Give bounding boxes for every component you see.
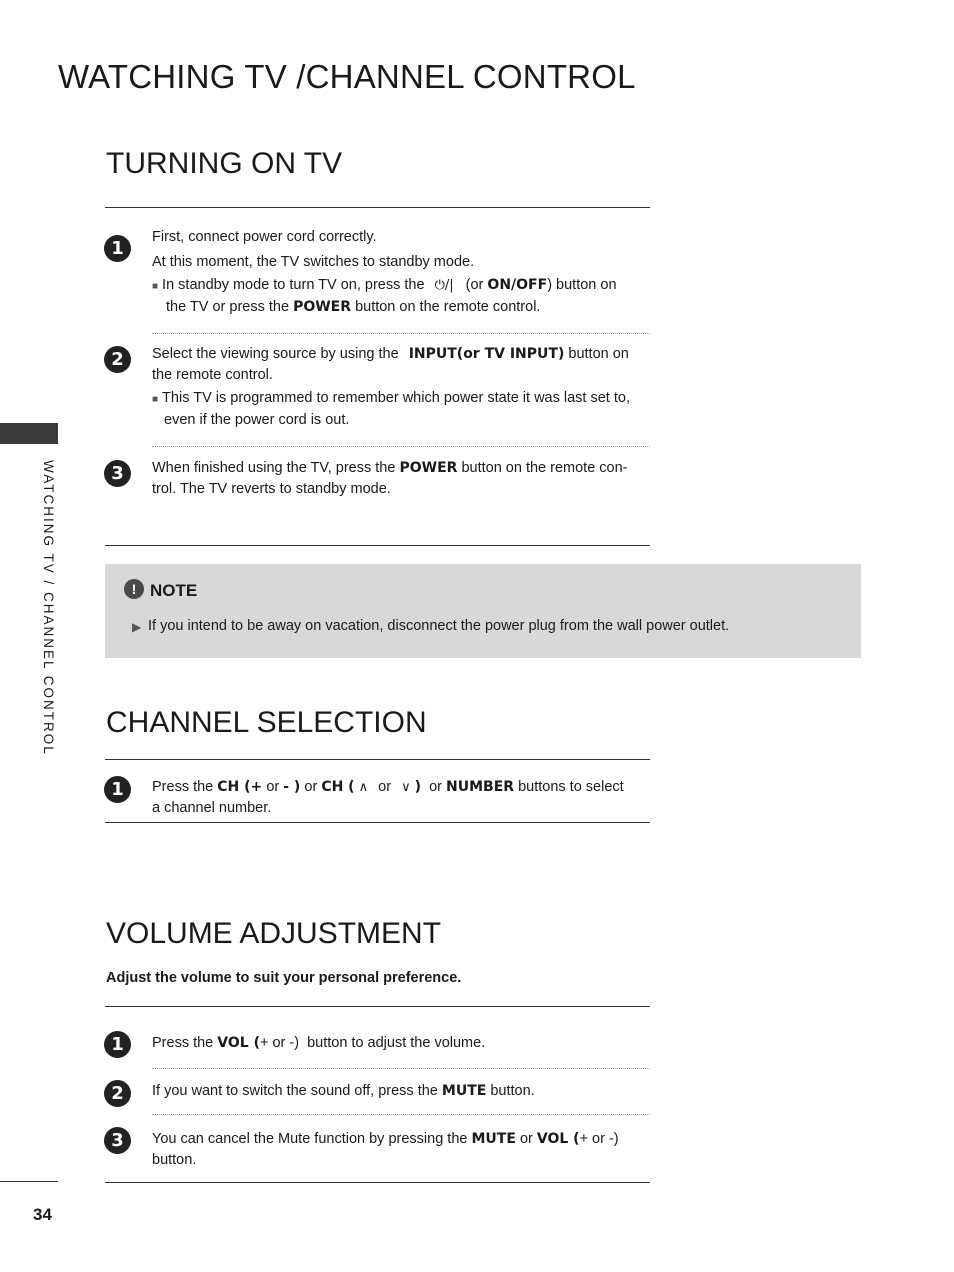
step-text: buttons to select (518, 779, 624, 795)
bullet-line (152, 297, 650, 318)
section-rule (105, 207, 650, 208)
step-text: + or -) (579, 1131, 619, 1147)
sidebar-label: WATCHING TV / CHANNEL CONTROL (41, 460, 56, 756)
step-text: button. (152, 1152, 197, 1168)
step-text: You can cancel the Mute function by pressing the (152, 1131, 468, 1147)
section-title-volume: VOLUME ADJUSTMENT (106, 917, 442, 950)
section-rule (105, 1006, 650, 1007)
step-text: or (304, 779, 318, 795)
power-keyword: POWER (293, 299, 352, 315)
step-text: Press the (152, 779, 214, 795)
step-text: When finished using the TV, press the (152, 460, 396, 476)
onoff-keyword: ON/OFF (487, 277, 548, 293)
step-text: a channel number. (152, 800, 272, 816)
step-text: button to adjust the volume. (307, 1035, 486, 1051)
step-2-content (152, 344, 650, 431)
mute-keyword: MUTE (441, 1083, 487, 1099)
note-title: NOTE (150, 581, 198, 600)
step-number-badge: 3 (104, 1127, 131, 1154)
step-text: At this moment, the TV switches to standby mode. (152, 254, 475, 270)
step-1-content (152, 227, 650, 318)
mute-keyword: MUTE (471, 1131, 516, 1147)
step-text: First, connect power cord correctly. (152, 229, 377, 245)
bullet-text: In standby mode to turn TV on, press the (162, 277, 425, 293)
step-text: or (378, 779, 392, 795)
section-rule (105, 822, 650, 823)
bullet-square-icon: ■ (152, 394, 159, 405)
page-number: 34 (33, 1205, 52, 1224)
close-paren-keyword: ) (414, 779, 422, 795)
volume-subtitle: Adjust the volume to suit your personal preference. (106, 970, 462, 986)
dotted-divider (152, 333, 650, 334)
vol-keyword: VOL ( (536, 1131, 580, 1147)
step-number-badge: 1 (104, 235, 131, 262)
bullet-text: This TV is programmed to remember which power state it was last set to, (162, 390, 630, 406)
volume-step-3 (152, 1129, 650, 1171)
bullet-text: ) button on (547, 277, 617, 293)
section-title-turning-on: TURNING ON TV (106, 147, 343, 180)
bullet-line (152, 275, 650, 297)
step-number-badge: 1 (104, 776, 131, 803)
volume-step-2 (152, 1081, 650, 1102)
number-keyword: NUMBER (446, 779, 515, 795)
step-text: If you want to switch the sound off, press the (152, 1083, 438, 1099)
exclamation-icon: ! (124, 579, 144, 599)
input-keyword: INPUT(or TV INPUT) (408, 346, 565, 362)
step-line (152, 777, 650, 798)
bullet-text: even if the power cord is out. (164, 412, 350, 428)
dotted-divider (152, 1068, 650, 1069)
page-title: WATCHING TV /CHANNEL CONTROL (58, 58, 636, 95)
step-text: the remote control. (152, 367, 273, 383)
section-title-channel: CHANNEL SELECTION (106, 706, 427, 739)
step-line (152, 458, 650, 479)
caret-down-icon: ∨ (401, 780, 411, 795)
step-text: button on (568, 346, 629, 362)
ch-plus-keyword: CH (+ (217, 779, 263, 795)
step-text: trol. The TV reverts to standby mode. (152, 481, 391, 497)
channel-step-content (152, 777, 650, 819)
step-line (152, 1129, 650, 1150)
note-box (105, 564, 861, 658)
step-text: or (519, 1131, 533, 1147)
step-number-badge: 3 (104, 460, 131, 487)
vol-keyword: VOL ( (217, 1035, 260, 1051)
step-text: button. (490, 1083, 535, 1099)
bullet-line (152, 388, 650, 410)
step-text: or (266, 779, 280, 795)
ch-keyword: CH ( (321, 779, 355, 795)
sidebar-divider (0, 1181, 58, 1182)
section-rule (105, 759, 650, 760)
step-number-badge: 2 (104, 1080, 131, 1107)
power-symbol-icon: ⏻/| (434, 278, 454, 293)
step-line (152, 344, 650, 365)
bullet-text: (or (465, 277, 484, 293)
step-number-badge: 2 (104, 346, 131, 373)
step-text: button on the remote con- (461, 460, 628, 476)
bullet-text: button on the remote control. (355, 299, 541, 315)
side-tab-marker (0, 423, 58, 444)
bullet-text: the TV or press the (166, 299, 290, 315)
bullet-square-icon: ■ (152, 281, 159, 292)
step-text: or (429, 779, 442, 795)
dotted-divider (152, 446, 650, 447)
dotted-divider (152, 1114, 650, 1115)
step-3-content (152, 458, 650, 500)
step-text: Press the (152, 1035, 214, 1051)
volume-step-1 (152, 1033, 650, 1054)
step-number-badge: 1 (104, 1031, 131, 1058)
triangle-arrow-icon: ▶ (132, 620, 142, 634)
minus-keyword: - ) (283, 779, 301, 795)
section-rule (105, 1182, 650, 1183)
caret-up-icon: ∧ (358, 780, 369, 795)
step-text: Select the viewing source by using the (152, 346, 399, 362)
step-text: + or -) (259, 1035, 300, 1051)
note-text: If you intend to be away on vacation, disconnect the power plug from the wall power outlet. (148, 618, 730, 634)
section-rule (105, 545, 650, 546)
power-keyword: POWER (399, 460, 458, 476)
